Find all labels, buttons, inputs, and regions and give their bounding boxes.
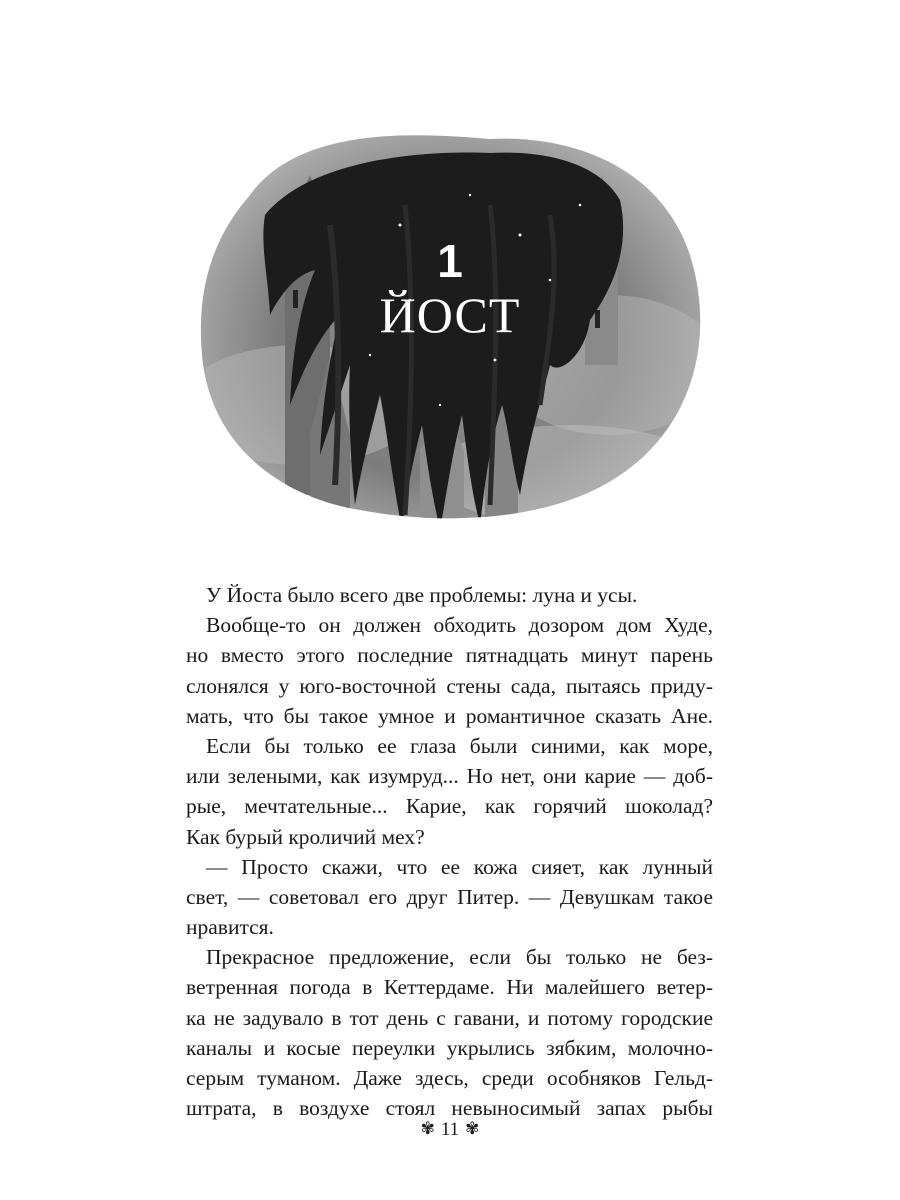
- text-line: [186, 1033, 713, 1063]
- line-text: мать, что бы такое умное и романтичное сказать Ане.: [186, 703, 713, 728]
- text-line: [186, 701, 713, 731]
- line-text: Как бурый кроличий мех?: [186, 824, 425, 849]
- text-line: [186, 852, 713, 882]
- ornament-right-icon: ✾: [465, 1119, 480, 1139]
- line-text: или зелеными, как изумруд... Но нет, они карие — доб-: [186, 764, 713, 789]
- text-line: [186, 822, 713, 852]
- line-text: свет, — советовал его друг Питер. — Девушкам такое: [186, 884, 713, 909]
- text-line: [186, 580, 713, 610]
- line-text: серым туманом. Даже здесь, среди особняков Гельд-: [186, 1066, 713, 1090]
- text-line: [186, 882, 713, 912]
- text-line: [186, 942, 713, 972]
- line-text: — Просто скажи, что ее кожа сияет, как лунный: [206, 854, 713, 879]
- line-text: ветренная погода в Кеттердаме. Ни малейшего ветер-: [186, 975, 713, 1000]
- line-text: нравится.: [186, 915, 274, 940]
- text-line: [186, 610, 713, 640]
- text-line: [186, 671, 713, 701]
- page-number: 11: [440, 1119, 460, 1140]
- page-footer: [0, 1118, 900, 1141]
- text-line: [186, 1063, 713, 1093]
- line-text: каналы и косые переулки укрылись зябким, молочно-: [186, 1035, 713, 1060]
- text-line: [186, 761, 713, 791]
- text-line: [186, 731, 713, 761]
- line-text: У Йоста было всего две проблемы: луна и усы.: [206, 583, 638, 607]
- text-line: [186, 1003, 713, 1033]
- line-text: рые, мечтательные... Карие, как горячий шоколад?: [186, 794, 713, 819]
- text-line: [186, 972, 713, 1002]
- text-line: [186, 640, 713, 670]
- line-text: но вместо этого последние пятнадцать минут парень: [186, 643, 713, 668]
- line-text: слонялся у юго-восточной стены сада, пытаясь приду-: [186, 673, 713, 698]
- line-text: Если бы только ее глаза были синими, как море,: [206, 733, 713, 758]
- body-text: [186, 580, 713, 1123]
- line-text: ка не задувало в тот день с гавани, и потому городские: [186, 1005, 713, 1030]
- line-text: штрата, в воздухе стоял невыносимый запах рыбы: [186, 1096, 713, 1121]
- text-line: [186, 912, 713, 942]
- ornament-left-icon: ✾: [420, 1119, 435, 1139]
- chapter-title: ЙОСТ: [379, 287, 521, 343]
- chapter-number: 1: [437, 235, 463, 287]
- line-text: Прекрасное предложение, если бы только не без-: [206, 945, 713, 970]
- line-text: Вообще-то он должен обходить дозором дом Худе,: [206, 613, 713, 638]
- text-line: [186, 791, 713, 821]
